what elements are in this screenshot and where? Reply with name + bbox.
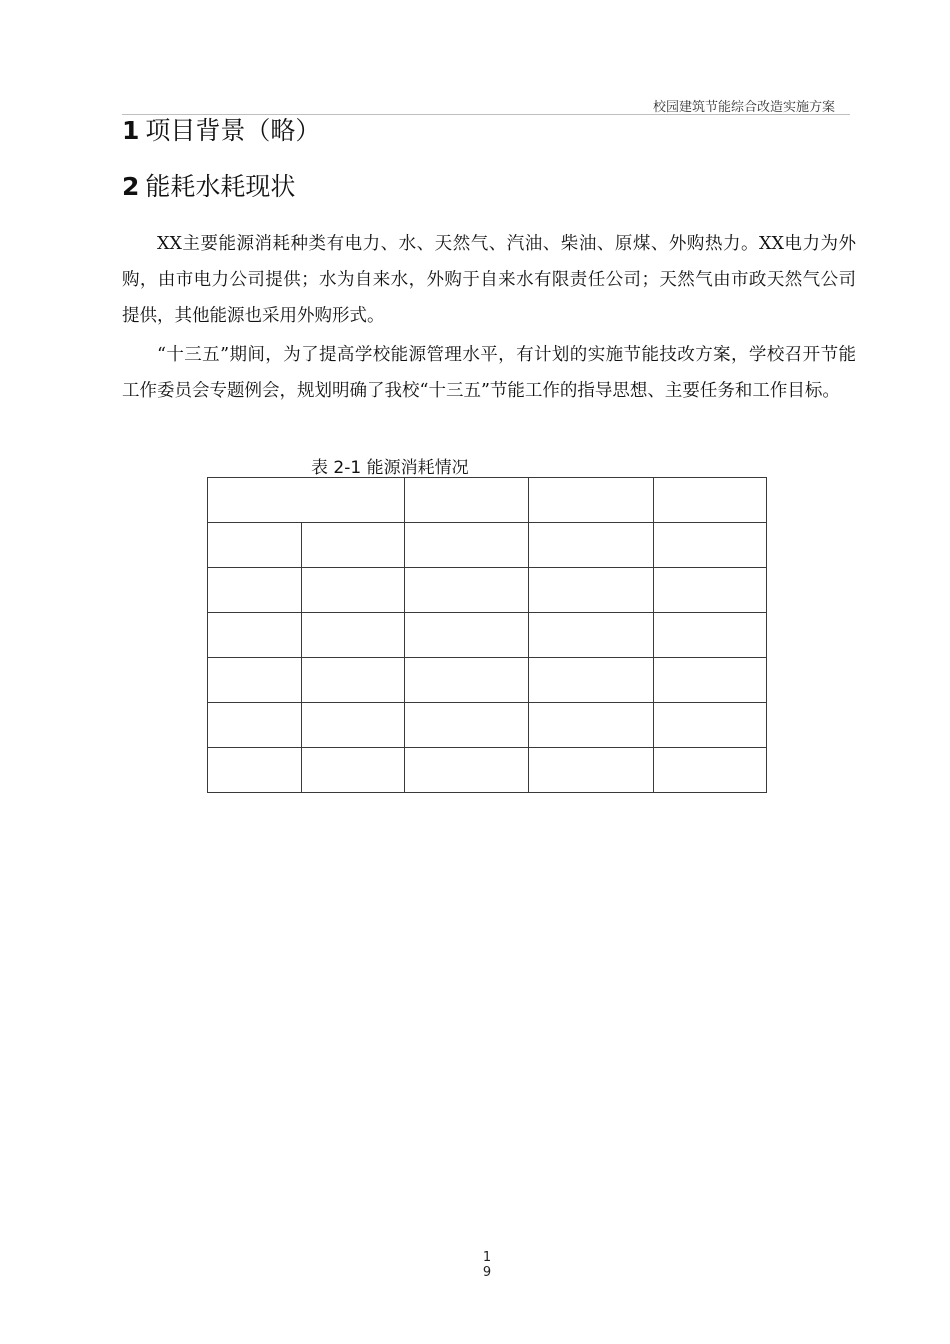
running-header-title: 校园建筑节能综合改造实施方案 <box>653 100 836 115</box>
page-number-digit: 9 <box>482 1265 492 1280</box>
section-heading-background <box>122 115 320 147</box>
page-number-digit: 1 <box>482 1250 492 1265</box>
table-cell <box>208 703 302 748</box>
table-cell <box>654 523 767 568</box>
table-cell <box>302 523 405 568</box>
table-cell <box>529 478 654 523</box>
table-cell <box>405 703 529 748</box>
table-cell <box>405 748 529 793</box>
table-cell <box>208 478 405 523</box>
table-caption: 表 2-1 能源消耗情况 <box>311 458 469 478</box>
table-cell <box>302 658 405 703</box>
table-cell <box>405 523 529 568</box>
table-row <box>208 748 767 793</box>
table-row <box>208 568 767 613</box>
table-cell <box>208 748 302 793</box>
table-cell <box>654 703 767 748</box>
section-title: 项目背景（略） <box>145 116 321 145</box>
table-cell <box>302 568 405 613</box>
section-heading-energy-status <box>122 171 295 203</box>
paragraph-five-year-plan: “十三五”期间，为了提高学校能源管理水平，有计划的实施节能技改方案，学校召开节能工作委员会专题例会，规划明确了我校“十三五”节能工作的指导思想、主要任务和工作目标。 <box>122 345 856 401</box>
paragraph-energy-sources: XX主要能源消耗种类有电力、水、天然气、汽油、柴油、原煤、外购热力。XX电力为外购，由市电力公司提供；水为自来水，外购于自来水有限责任公司；天然气由市政天然气公司提供，其他能源也采用外购形式。 <box>122 234 856 326</box>
table-cell <box>654 478 767 523</box>
table-cell <box>405 478 529 523</box>
table-cell <box>654 613 767 658</box>
table-cell <box>529 703 654 748</box>
table-cell <box>654 748 767 793</box>
table-cell <box>302 748 405 793</box>
table-row <box>208 658 767 703</box>
table-cell <box>208 523 302 568</box>
table-header-row <box>208 478 767 523</box>
section-number: 1 <box>122 116 140 145</box>
table-cell <box>529 613 654 658</box>
section-title: 能耗水耗现状 <box>145 172 296 201</box>
section-number: 2 <box>122 172 140 201</box>
table-cell <box>208 613 302 658</box>
table-row <box>208 613 767 658</box>
table-cell <box>529 568 654 613</box>
table-cell <box>529 658 654 703</box>
table-cell <box>208 568 302 613</box>
table-row <box>208 703 767 748</box>
table-cell <box>405 613 529 658</box>
page-number <box>475 1250 499 1280</box>
table-row <box>208 523 767 568</box>
table-cell <box>654 568 767 613</box>
table-cell <box>302 613 405 658</box>
table-cell <box>405 658 529 703</box>
table-cell <box>529 748 654 793</box>
table-cell <box>302 703 405 748</box>
table-cell <box>405 568 529 613</box>
energy-consumption-table <box>207 477 767 793</box>
table-cell <box>529 523 654 568</box>
table-cell <box>208 658 302 703</box>
table-cell <box>654 658 767 703</box>
